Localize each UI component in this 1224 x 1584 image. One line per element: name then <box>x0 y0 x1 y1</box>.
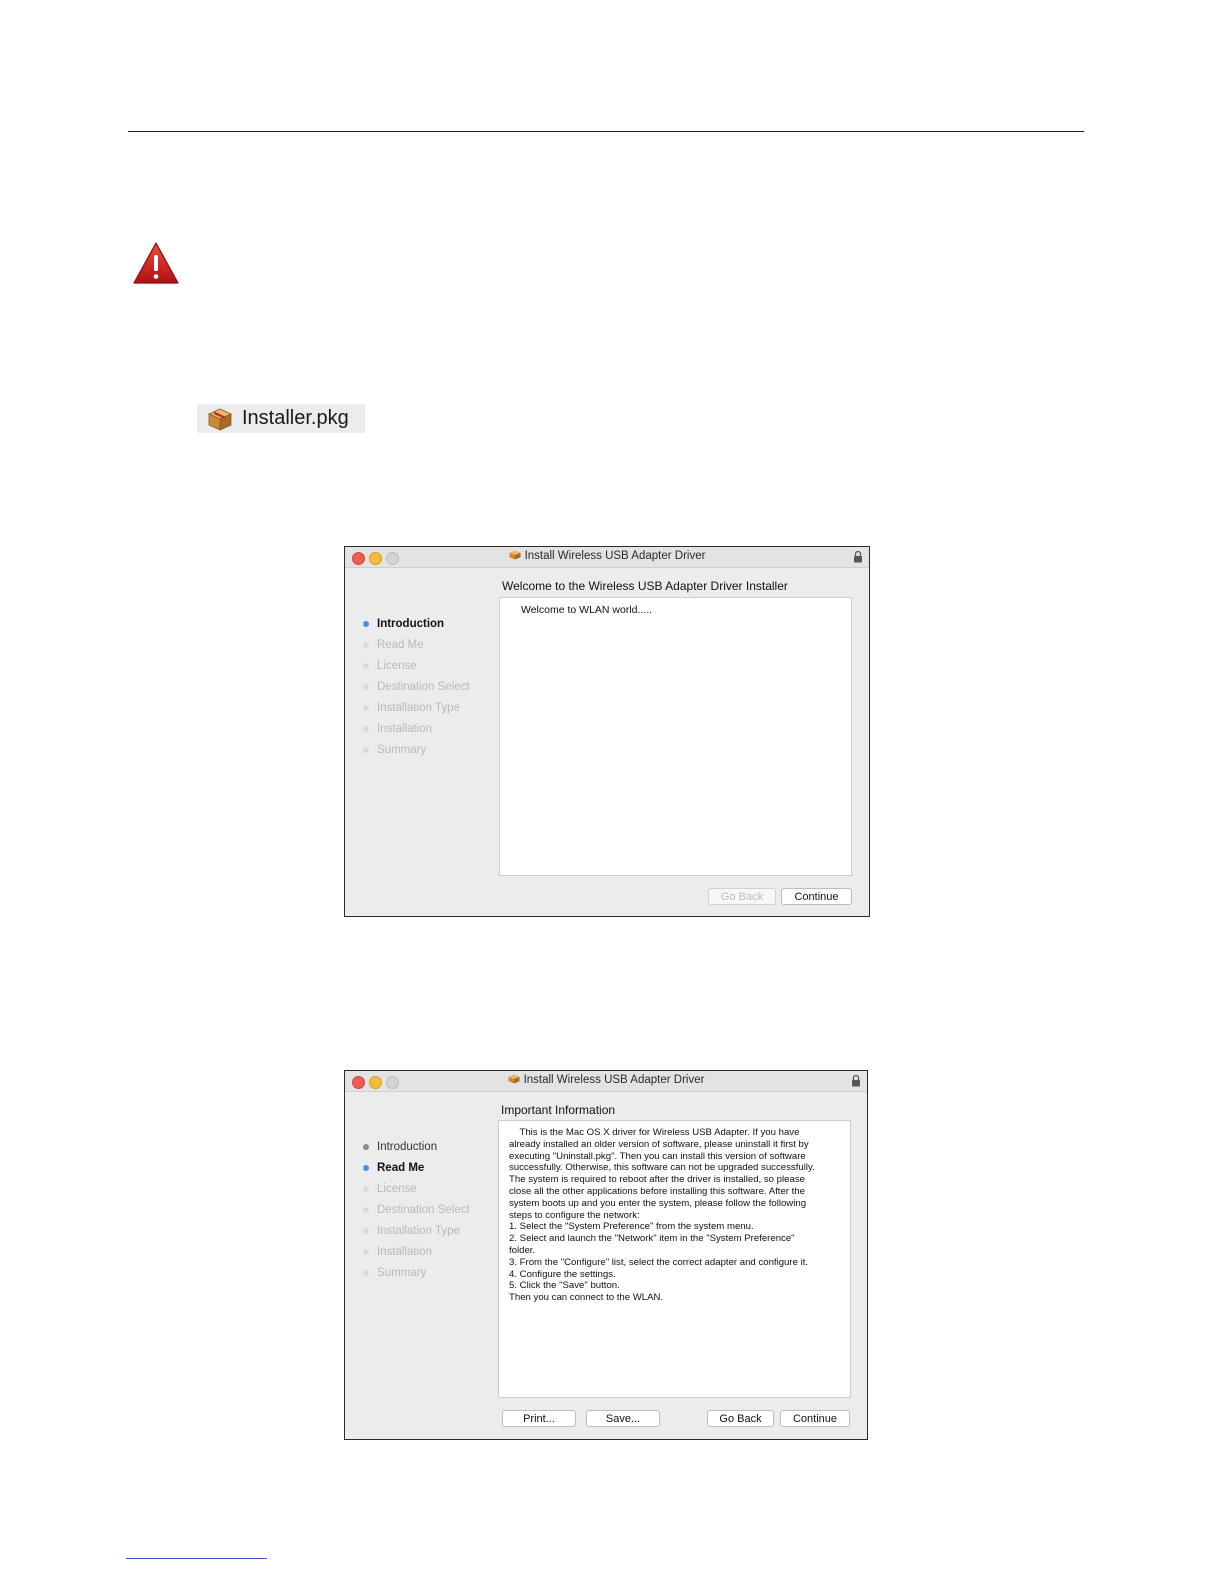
step-indicator <box>363 705 369 711</box>
info-line: 1. Select the "System Preference" from the system menu. <box>509 1221 754 1233</box>
package-icon <box>509 550 521 560</box>
go-back-button[interactable]: Go Back <box>708 888 776 905</box>
info-line: close all the other applications before installing this software. After the <box>509 1185 805 1197</box>
step-license: License <box>361 659 470 680</box>
info-line: The system is required to reboot after the driver is installed, so please <box>509 1174 805 1186</box>
header-rule <box>128 131 1084 132</box>
content-pane[interactable] <box>499 597 852 876</box>
info-line: successfully. Otherwise, this software can not be upgraded successfully. <box>509 1162 815 1174</box>
step-indicator <box>363 1249 369 1255</box>
step-read-me: Read Me <box>361 638 470 659</box>
step-indicator <box>363 621 369 627</box>
step-indicator <box>363 1228 369 1234</box>
step-introduction: Introduction <box>361 1140 470 1161</box>
lock-icon[interactable] <box>853 550 863 563</box>
step-read-me: Read Me <box>361 1161 470 1182</box>
title-bar[interactable] <box>345 547 869 568</box>
important-information-text <box>509 1127 839 1304</box>
title-bar[interactable] <box>345 1071 867 1092</box>
step-indicator <box>363 726 369 732</box>
installer-window-read-me <box>344 1070 868 1440</box>
step-indicator <box>363 642 369 648</box>
step-indicator <box>363 747 369 753</box>
warning-icon <box>131 240 181 288</box>
step-destination-select: Destination Select <box>361 680 470 701</box>
info-line: folder. <box>509 1244 536 1256</box>
info-line: This is the Mac OS X driver for Wireless USB Adapter. If you have <box>509 1127 800 1138</box>
step-destination-select: Destination Select <box>361 1203 470 1224</box>
info-line: already installed an older version of software, please uninstall it first by <box>509 1138 809 1150</box>
footer-link-underline <box>126 1558 267 1559</box>
installer-heading: Welcome to the Wireless USB Adapter Driver Installer <box>502 579 788 593</box>
step-indicator <box>363 1270 369 1276</box>
step-indicator <box>363 684 369 690</box>
step-installation-type: Installation Type <box>361 1224 470 1245</box>
continue-button[interactable]: Continue <box>781 888 852 905</box>
step-indicator <box>363 1165 369 1171</box>
info-line: steps to configure the network: <box>509 1209 640 1221</box>
info-line: 3. From the "Configure" list, select the correct adapter and configure it. <box>509 1256 809 1268</box>
print-button[interactable]: Print... <box>502 1410 576 1427</box>
installer-steps <box>361 617 470 764</box>
info-line: Then you can connect to the WLAN. <box>509 1292 664 1304</box>
installer-heading: Important Information <box>501 1103 616 1117</box>
lock-icon[interactable] <box>851 1074 861 1087</box>
step-license: License <box>361 1182 470 1203</box>
package-icon <box>207 407 233 431</box>
package-icon <box>508 1074 520 1084</box>
info-line: 2. Select and launch the "Network" item in the "System Preference" <box>509 1233 795 1245</box>
step-installation-type: Installation Type <box>361 701 470 722</box>
info-line: executing "Uninstall.pkg". Then you can install this version of software <box>509 1150 806 1162</box>
step-installation: Installation <box>361 722 470 743</box>
window-title <box>345 1074 867 1086</box>
go-back-button[interactable]: Go Back <box>707 1410 774 1427</box>
step-introduction: Introduction <box>361 617 470 638</box>
info-line: 5. Click the "Save" button. <box>509 1280 620 1292</box>
step-installation: Installation <box>361 1245 470 1266</box>
step-indicator <box>363 1207 369 1213</box>
installer-pkg-label: Installer.pkg <box>242 407 349 429</box>
window-title <box>345 550 869 562</box>
welcome-text: Welcome to WLAN world..... <box>521 604 653 616</box>
window-title-text: Install Wireless USB Adapter Driver <box>524 550 706 562</box>
step-indicator <box>363 1186 369 1192</box>
step-summary: Summary <box>361 743 470 764</box>
step-indicator <box>363 663 369 669</box>
info-line: 4. Configure the settings. <box>509 1268 616 1280</box>
continue-button[interactable]: Continue <box>780 1410 850 1427</box>
installer-steps <box>361 1140 470 1287</box>
installer-pkg-file[interactable] <box>197 404 365 433</box>
step-indicator <box>363 1144 369 1150</box>
info-line: system boots up and you enter the system, please follow the following <box>509 1197 807 1209</box>
step-summary: Summary <box>361 1266 470 1287</box>
window-title-text: Install Wireless USB Adapter Driver <box>523 1074 705 1086</box>
installer-window-introduction <box>344 546 870 917</box>
content-pane[interactable] <box>498 1120 851 1398</box>
save-button[interactable]: Save... <box>586 1410 660 1427</box>
